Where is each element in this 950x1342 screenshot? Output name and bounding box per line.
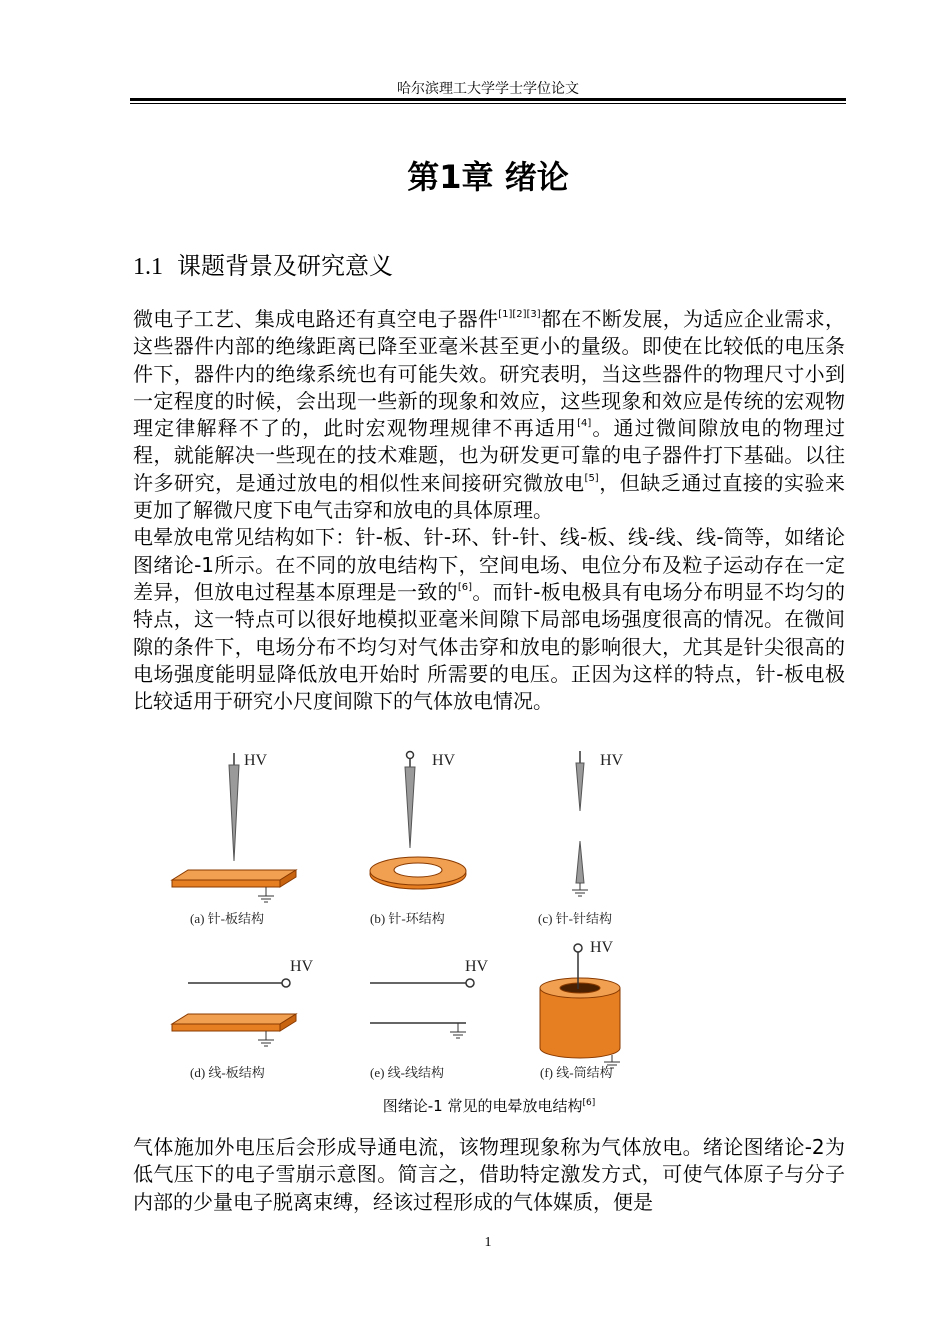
panel-label-e: (e) 线-线结构 — [370, 1065, 445, 1080]
text-run: 。通过微间隙放电的物理过程，就能解决一些现在的技术难题，也为研发更可靠的电子器件打下基础。以往许多研究，是通过放电的相似性来间接研究微放电 — [133, 416, 846, 495]
text-run: 。而针-板电极具有电场分布明显不均匀的特点，这一特点可以很好地模拟亚毫米间隙下局部电场强度很高的情况。在微间隙的条件下，电场分布不均匀对气体击穿和放电的影响很大，尤其是针尖很高的电场强度能明显降低放电开始时 所需要的电压。正因为这样的特点，针-板电极比较适用于研究小尺度间隙下的气体放电情况。 — [133, 579, 846, 714]
panel-label-c: (c) 针-针结构 — [538, 911, 613, 926]
panel-needle-ring — [370, 752, 466, 927]
section-title: 课题背景及研究意义 — [177, 252, 393, 280]
panel-needle-plate — [172, 752, 296, 926]
text-run: 都在不断发展，为适应企业需求，这些器件内部的绝缘距离已降至亚毫米甚至更小的量级。即使在比较低的电压条件下，器件内的绝缘系统也有可能失效。研究表明，当这些器件的物理尺寸小到一定程度的时候，会出现一些新的现象和效应，这些现象和效应是传统的宏观物理定律解释不了的，此时宏观物理规律不再适用 — [133, 307, 846, 441]
header-rule-thick — [130, 98, 846, 101]
citation: [4] — [577, 418, 592, 430]
corona-structures-figure — [150, 743, 650, 1088]
header-rule-thin — [130, 103, 846, 104]
panel-needle-needle — [538, 751, 624, 926]
page-number: 1 — [484, 1235, 492, 1250]
section-number: 1.1 — [133, 254, 163, 280]
paragraph-1 — [133, 306, 845, 524]
section-heading — [133, 246, 393, 281]
panel-label-f: (f) 线-筒结构 — [540, 1065, 613, 1080]
panel-label-d: (d) 线-板结构 — [190, 1065, 265, 1080]
body-text-upper — [133, 306, 845, 715]
text-run: 电晕放电常见结构如下：针-板、针-环、针-针、线-板、线-线、线-筒等，如绪论图绪论-1所示。在不同的放电结构下，空间电场、电位分布及粒子运动存在一定差异，但放电过程基本原理是一致的 — [133, 525, 845, 604]
citation: [6] — [457, 581, 473, 593]
figure-caption — [133, 1095, 845, 1116]
panel-line-line — [370, 958, 489, 1080]
hv-label: HV — [590, 939, 614, 956]
hv-label: HV — [290, 958, 314, 975]
paragraph-2 — [133, 524, 845, 715]
panel-line-plate — [172, 958, 314, 1080]
chapter-title: 第1章 绪论 — [407, 158, 569, 196]
panel-label-b: (b) 针-环结构 — [370, 911, 445, 926]
panel-label-a: (a) 针-板结构 — [190, 911, 265, 926]
panel-line-cylinder — [540, 939, 620, 1080]
text-run: ，但缺乏通过直接的实验来更加了解微尺度下电气击穿和放电的具体原理。 — [133, 470, 846, 523]
citation: [1][2][3] — [498, 309, 541, 320]
citation: [6] — [582, 1098, 596, 1108]
hv-label: HV — [465, 958, 489, 975]
text-run: 微电子工艺、集成电路还有真空电子器件 — [133, 307, 499, 331]
hv-label: HV — [432, 752, 456, 769]
body-text-lower — [133, 1134, 845, 1216]
citation: [5] — [584, 472, 599, 484]
running-header: 哈尔滨理工大学学士学位论文 — [397, 81, 579, 97]
paragraph-3 — [133, 1134, 845, 1216]
hv-label: HV — [244, 752, 268, 769]
caption-text: 图绪论-1 常见的电晕放电结构 — [382, 1097, 583, 1115]
text-run: 气体施加外电压后会形成导通电流，该物理现象称为气体放电。绪论图绪论-2为低气压下的电子雪崩示意图。简言之，借助特定激发方式，可使气体原子与分子内部的少量电子脱离束缚，经该过程形成的气体媒质，便是 — [133, 1135, 845, 1214]
hv-label: HV — [600, 752, 624, 769]
